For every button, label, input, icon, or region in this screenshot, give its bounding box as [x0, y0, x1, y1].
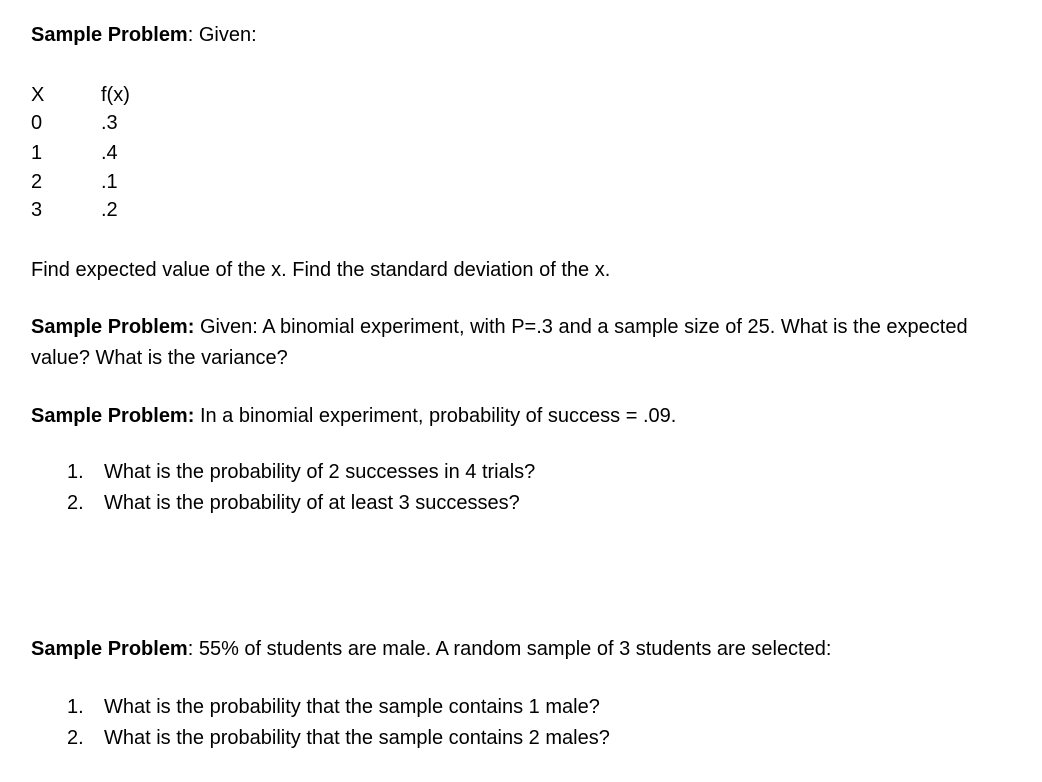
- table-cell-fx: .1: [101, 171, 118, 193]
- table-cell-x: 1: [31, 142, 43, 164]
- list-item-text: What is the probability that the sample contains 1 male?: [104, 696, 600, 718]
- table-cell-fx: .4: [101, 142, 118, 164]
- list-item-text: What is the probability of 2 successes in 4 trials?: [104, 461, 536, 483]
- problem1-question: Find expected value of the x. Find the standard deviation of the x.: [31, 259, 611, 281]
- problem2-paragraph: [31, 312, 991, 374]
- table-cell-x: 0: [31, 112, 43, 134]
- list-item-number: 2.: [67, 727, 84, 749]
- problem4-heading: [31, 637, 831, 661]
- problem4-heading-label: Sample Problem: [31, 638, 188, 660]
- list-item-text: What is the probability that the sample contains 2 males?: [104, 727, 610, 749]
- problem3-text: In a binomial experiment, probability of success = .09.: [194, 405, 677, 427]
- problem2-given: Given:: [194, 316, 258, 338]
- problem1-heading-rest: : Given:: [187, 24, 257, 46]
- problem2-heading-label: Sample Problem:: [31, 316, 195, 338]
- table-cell-fx: .3: [101, 112, 118, 134]
- list-item-number: 1.: [67, 696, 84, 718]
- list-item-text: What is the probability of at least 3 successes?: [104, 492, 520, 514]
- table-header-fx: f(x): [101, 84, 130, 106]
- problem1-heading: [31, 23, 257, 47]
- problem2-text: A binomial experiment, with P=.3 and a sample size of 25. What is the expected value? What is the variance?: [31, 316, 968, 369]
- table-header-x: X: [31, 84, 45, 106]
- problem4-text: : 55% of students are male. A random sample of 3 students are selected:: [187, 638, 832, 660]
- table-cell-x: 2: [31, 171, 43, 193]
- table-cell-x: 3: [31, 199, 43, 221]
- table-cell-fx: .2: [101, 199, 118, 221]
- list-item-number: 1.: [67, 461, 84, 483]
- list-item-number: 2.: [67, 492, 84, 514]
- problem3-heading: [31, 404, 676, 428]
- problem1-heading-label: Sample Problem: [31, 24, 188, 46]
- problem3-heading-label: Sample Problem:: [31, 405, 195, 427]
